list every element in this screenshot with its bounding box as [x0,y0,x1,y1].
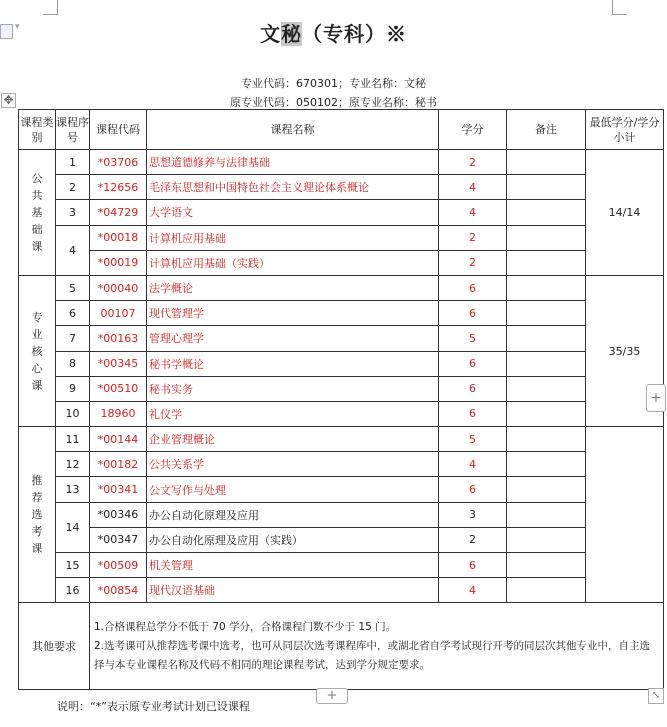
remark-cell [507,175,586,200]
table-row [19,225,664,250]
header-category: 课程类别 [19,110,56,150]
credit-cell: 6 [439,376,507,401]
code-cell: *00345 [90,351,147,376]
credit-cell: 6 [439,477,507,502]
credit-cell: 4 [439,175,507,200]
table-row [19,275,664,300]
remark-cell [507,376,586,401]
table-row [19,150,664,175]
name-cell: 大学语文 [147,200,439,225]
credit-cell: 6 [439,301,507,326]
remark-cell [507,150,586,175]
name-cell: 公文写作与处理 [147,477,439,502]
table-row [19,578,664,603]
credit-cell: 2 [439,250,507,275]
remark-cell [507,452,586,477]
table-row [19,376,664,401]
code-cell: 00107 [90,301,147,326]
remark-cell [507,427,586,452]
code-cell: *00040 [90,275,147,300]
name-cell: 公共关系学 [147,452,439,477]
header-credit: 学分 [439,110,507,150]
code-cell: *04729 [90,200,147,225]
header-name: 课程名称 [147,110,439,150]
resize-handle-icon[interactable]: ⤡ [648,688,664,704]
code-cell: *12656 [90,175,147,200]
code-cell: *00854 [90,578,147,603]
table-row [19,250,664,275]
seq-cell: 8 [56,351,90,376]
name-cell: 思想道德修养与法律基础 [147,150,439,175]
name-cell: 计算机应用基础（实践） [147,250,439,275]
code-cell: *00347 [90,527,147,552]
name-cell: 办公自动化原理及应用（实践） [147,527,439,552]
course-table [18,109,664,690]
title-suffix: （专科）※ [302,22,407,46]
code-cell: *03706 [90,150,147,175]
table-row [19,200,664,225]
table-row [19,401,664,426]
remark-cell [507,326,586,351]
code-cell: 18960 [90,401,147,426]
credit-cell: 4 [439,578,507,603]
seq-cell: 11 [56,427,90,452]
remark-cell [507,250,586,275]
credit-cell: 2 [439,150,507,175]
seq-cell: 14 [56,502,90,552]
table-row [19,427,664,452]
table-row [19,326,664,351]
remark-cell [507,200,586,225]
table-row [19,477,664,502]
code-cell: *00018 [90,225,147,250]
seq-cell: 6 [56,301,90,326]
category-label: 公共基础课 [31,171,43,253]
remark-cell [507,553,586,578]
page-title [0,18,667,47]
page-corner-mark-right [612,0,627,15]
seq-cell: 4 [56,225,90,275]
requirements-row [19,603,664,690]
seq-cell: 7 [56,326,90,351]
name-cell: 秘书实务 [147,376,439,401]
table-row [19,175,664,200]
name-cell: 现代管理学 [147,301,439,326]
code-cell: *00163 [90,326,147,351]
header-code: 课程代码 [90,110,147,150]
credit-cell: 6 [439,351,507,376]
remark-cell [507,477,586,502]
footnote: 说明：“*”表示原专业考试计划已设课程 [57,700,250,713]
name-cell: 管理心理学 [147,326,439,351]
header-seq: 课程序号 [56,110,90,150]
remark-cell [507,225,586,250]
add-column-icon[interactable]: + [646,384,666,412]
other-requirements-label: 其他要求 [19,603,90,690]
category-label: 专业核心课 [31,310,43,392]
category-cell [19,275,56,426]
requirement-item: 1.合格课程总学分不低于 70 学分，合格课程门数不少于 15 门。 [94,620,397,633]
table-row [19,502,664,527]
credit-cell: 6 [439,275,507,300]
credit-cell: 5 [439,326,507,351]
remark-cell [507,578,586,603]
header-remark: 备注 [507,110,586,150]
page-corner-mark-left [43,0,58,15]
table-row [19,301,664,326]
name-cell: 办公自动化原理及应用 [147,502,439,527]
name-cell: 机关管理 [147,553,439,578]
remark-cell [507,351,586,376]
seq-cell: 1 [56,150,90,175]
add-row-icon[interactable]: + [316,688,348,704]
seq-cell: 12 [56,452,90,477]
name-cell: 毛泽东思想和中国特色社会主义理论体系概论 [147,175,439,200]
remark-cell [507,275,586,300]
table-header-row [19,110,664,150]
seq-cell: 5 [56,275,90,300]
seq-cell: 2 [56,175,90,200]
name-cell: 礼仪学 [147,401,439,426]
seq-cell: 16 [56,578,90,603]
category-label: 推荐选考课 [31,474,43,556]
table-row [19,527,664,552]
subtotal-cell: 35/35 [586,275,664,426]
seq-cell: 15 [56,553,90,578]
code-cell: *00182 [90,452,147,477]
table-row [19,351,664,376]
seq-cell: 9 [56,376,90,401]
code-cell: *00341 [90,477,147,502]
name-cell: 企业管理概论 [147,427,439,452]
credit-cell: 2 [439,527,507,552]
credit-cell: 2 [439,225,507,250]
major-line: 专业代码：670301；专业名称：文秘 [241,77,426,90]
name-cell: 法学概论 [147,275,439,300]
seq-cell: 3 [56,200,90,225]
name-cell: 计算机应用基础 [147,225,439,250]
category-cell [19,150,56,276]
credit-cell: 5 [439,427,507,452]
remark-cell [507,502,586,527]
remark-cell [507,301,586,326]
seq-cell: 13 [56,477,90,502]
requirement-item: 2.选考课可从推荐选考课中选考，也可从同层次选考课程库中，或湖北省自学考试现行开考的同层次其他专业中，自主选择与本专业课程名称及代码不相同的理论课程考试，达到学分规定要求。 [94,639,651,671]
code-cell: *00346 [90,502,147,527]
credit-cell: 4 [439,452,507,477]
title-prefix: 文 [260,22,281,46]
code-cell: *00144 [90,427,147,452]
remark-cell [507,401,586,426]
seq-cell: 10 [56,401,90,426]
subtotal-cell: 14/14 [586,150,664,276]
header-min-credit: 最低学分/学分小计 [586,110,664,150]
table-row [19,452,664,477]
name-cell: 现代汉语基础 [147,578,439,603]
code-cell: *00510 [90,376,147,401]
table-row [19,553,664,578]
remark-cell [507,527,586,552]
subtotal-cell [586,427,664,603]
credit-cell: 6 [439,401,507,426]
category-cell [19,427,56,603]
credit-cell: 6 [439,553,507,578]
code-cell: *00019 [90,250,147,275]
credit-cell: 3 [439,502,507,527]
move-handle-icon[interactable]: ✥ [1,93,16,108]
requirements-content [90,603,664,690]
code-cell: *00509 [90,553,147,578]
name-cell: 秘书学概论 [147,351,439,376]
title-highlight: 秘 [281,22,302,46]
credit-cell: 4 [439,200,507,225]
old-major-line: 原专业代码：050102；原专业名称：秘书 [230,96,437,109]
